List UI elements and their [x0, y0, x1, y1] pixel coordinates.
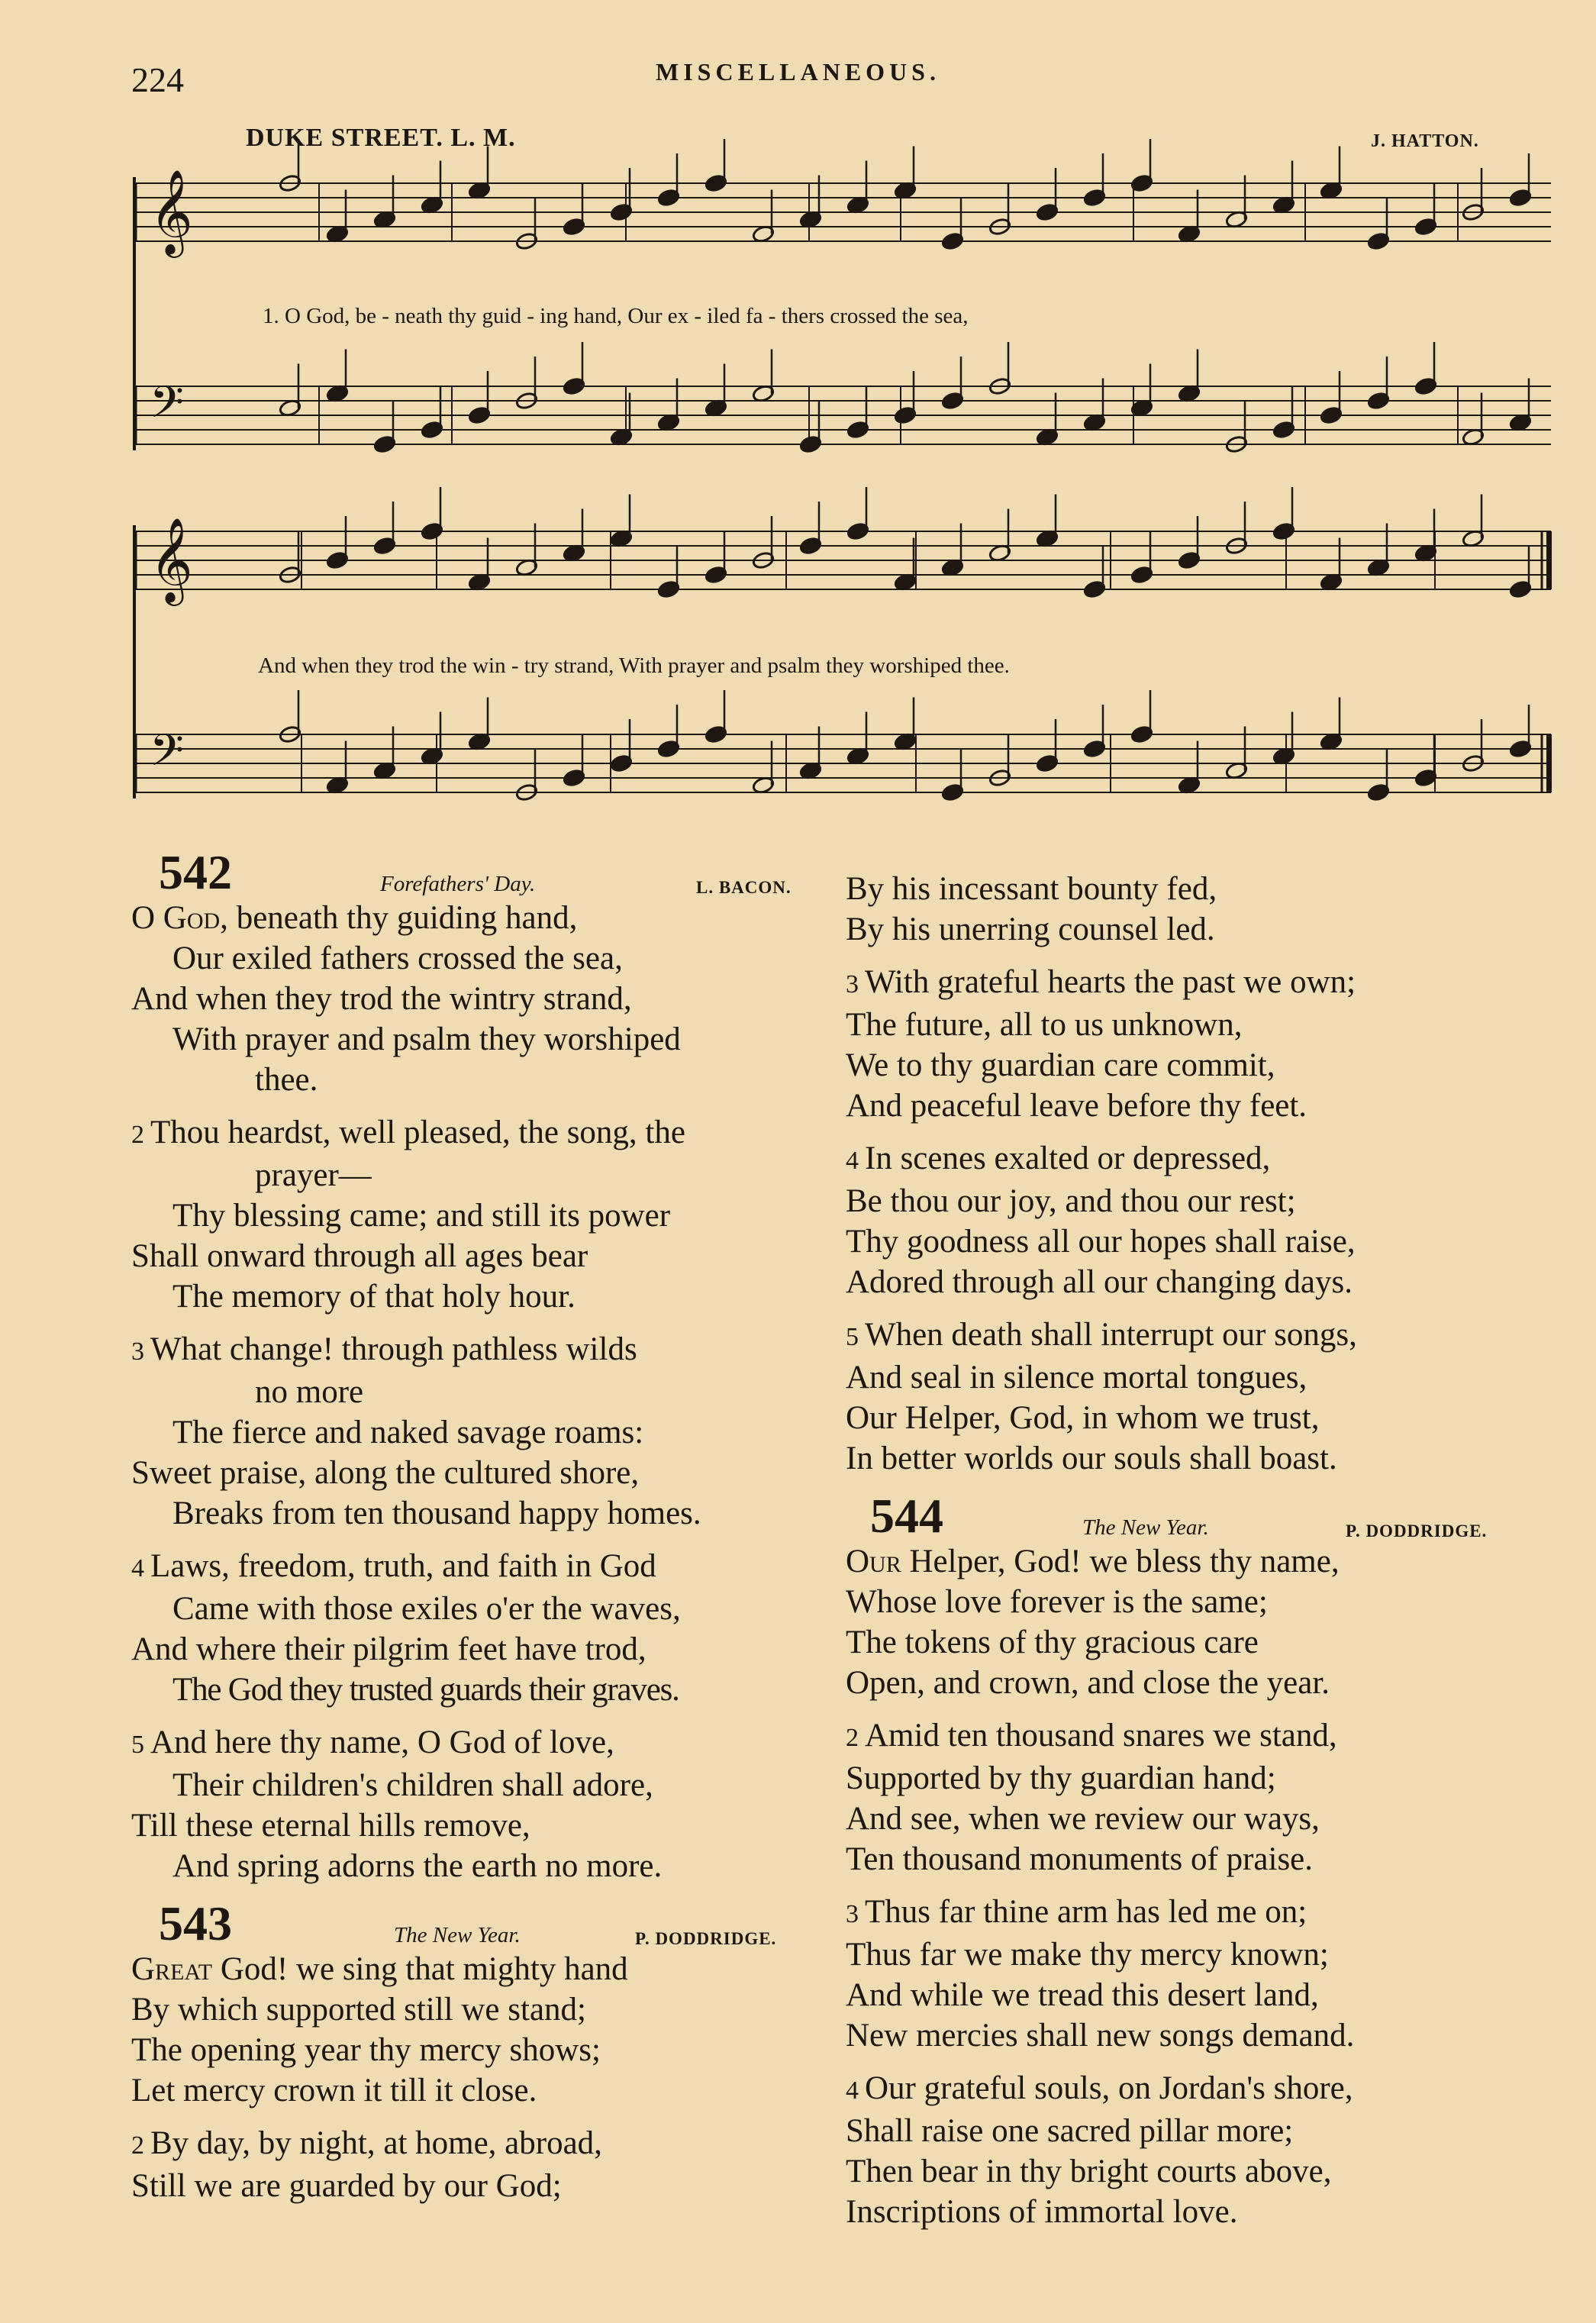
verse-line: The God they trusted guards their graves. — [172, 1672, 679, 1708]
verse-line: Shall onward through all ages bear — [131, 1238, 588, 1274]
stanza-number: 2 — [131, 1121, 144, 1149]
verse-line: By his unerring counsel led. — [846, 911, 1215, 947]
verse-line: Thy blessing came; and still its power — [172, 1198, 671, 1234]
verse-line — [131, 1722, 818, 1765]
stanza-number: 3 — [131, 1337, 144, 1366]
hymn-occasion: Forefathers' Day. — [380, 872, 536, 896]
running-head: MISCELLANEOUS. — [656, 58, 940, 85]
stanza-3 — [131, 1329, 818, 1534]
verse-line — [131, 1546, 818, 1589]
verse-line: New mercies shall new songs demand. — [846, 2018, 1355, 2054]
verse-line — [131, 1112, 818, 1155]
stanza-2 — [131, 1112, 818, 1317]
verse-line: Supported by thy guardian hand; — [846, 1760, 1276, 1796]
verse-line: We to thy guardian care commit, — [846, 1047, 1275, 1083]
verse-line: And when they trod the wintry strand, — [131, 981, 632, 1017]
verse-line — [846, 2068, 1540, 2111]
stanza-2 — [131, 2123, 818, 2206]
stanza-1 — [131, 898, 818, 1100]
verse-line — [131, 1329, 818, 1372]
lyric-line-2: And when they trod the win - try strand, With prayer and psalm they worshiped thee. — [258, 653, 1010, 678]
verse-text: In scenes exalted or depressed, — [865, 1141, 1271, 1176]
bass-clef-icon: 𝄢 — [150, 724, 185, 787]
verse-line: Adored through all our changing days. — [846, 1264, 1353, 1300]
verse-line: Be thou our joy, and thou our rest; — [846, 1183, 1296, 1219]
stanza-number: 2 — [846, 1724, 859, 1752]
stanza-1 — [846, 1541, 1540, 1703]
stanza-lead-word: Our — [846, 1544, 901, 1579]
stanza-lead-word: O God, — [131, 900, 228, 936]
stanza-number: 5 — [846, 1323, 859, 1351]
verse-line: The tokens of thy gracious care — [846, 1624, 1259, 1660]
stanza-number: 4 — [846, 1147, 859, 1175]
hymn-header — [131, 1896, 818, 1950]
stanza-4 — [846, 2068, 1540, 2232]
hymn-author: P. DODDRIDGE. — [1346, 1521, 1488, 1541]
hymn-number: 544 — [870, 1489, 943, 1543]
verse-line: Thy goodness all our hopes shall raise, — [846, 1224, 1356, 1260]
bass-clef-icon: 𝄢 — [150, 376, 185, 439]
verse-line — [131, 2123, 818, 2166]
stanza-lead-word: Great — [131, 1951, 213, 1987]
verse-line: In better worlds our souls shall boast. — [846, 1441, 1337, 1476]
verse-line: And where their pilgrim feet have trod, — [131, 1631, 646, 1667]
verse-line — [846, 1892, 1540, 1934]
verse-text: With grateful hearts the past we own; — [865, 964, 1356, 1000]
verse-text: Our grateful souls, on Jordan's shore, — [865, 2070, 1353, 2106]
treble-clef-icon: 𝄞 — [150, 169, 193, 254]
stanza-2-cont — [846, 869, 1540, 950]
verse-line: With prayer and psalm they worshiped — [172, 1021, 681, 1057]
stanza-5 — [846, 1315, 1540, 1479]
hymn-543-continued — [846, 869, 1540, 1479]
verse-line: Let mercy crown it till it close. — [131, 2073, 537, 2108]
hymn-header — [846, 1491, 1540, 1541]
hymn-543 — [131, 1896, 818, 2206]
verse-line — [846, 1715, 1540, 1758]
verse-text: Laws, freedom, truth, and faith in God — [150, 1548, 656, 1584]
verse-line: Till these eternal hills remove, — [131, 1808, 530, 1844]
verse-text: God! we sing that mighty hand — [220, 1951, 628, 1987]
verse-line: By which supported still we stand; — [131, 1992, 586, 2028]
verse-line — [846, 1138, 1540, 1181]
stanza-number: 4 — [846, 2076, 859, 2105]
verse-line: The memory of that holy hour. — [172, 1279, 576, 1315]
hymn-number: 542 — [159, 845, 232, 899]
lyric-line-1: 1. O God, be - neath thy guid - ing hand, Our ex - iled fa - thers crossed the sea, — [263, 304, 969, 328]
verse-line: And see, when we review our ways, — [846, 1801, 1320, 1837]
music-score — [0, 0, 1596, 840]
verse-line: Inscriptions of immortal love. — [846, 2194, 1238, 2230]
verse-text: And here thy name, O God of love, — [150, 1725, 614, 1760]
verse-line: The fierce and naked savage roams: — [172, 1415, 644, 1450]
verse-line: The future, all to us unknown, — [846, 1007, 1243, 1043]
verse-text: beneath thy guiding hand, — [236, 900, 578, 936]
verse-line — [846, 962, 1540, 1005]
hymn-header — [131, 847, 818, 898]
stanza-number: 2 — [131, 2131, 144, 2160]
verse-line: Shall raise one sacred pillar more; — [846, 2113, 1294, 2149]
stanza-1 — [131, 1949, 818, 2111]
final-bar-thick — [1546, 531, 1552, 589]
stanza-5 — [131, 1722, 818, 1886]
verse-line: Whose love forever is the same; — [846, 1584, 1268, 1620]
verse-line: And seal in silence mortal tongues, — [846, 1360, 1307, 1395]
verse-line: Open, and crown, and close the year. — [846, 1665, 1330, 1701]
verse-line: And spring adorns the earth no more. — [172, 1848, 663, 1884]
verse-line: And while we tread this desert land, — [846, 1977, 1319, 2013]
stanza-number: 3 — [846, 970, 859, 999]
hymn-542 — [131, 847, 818, 1886]
hymn-occasion: The New Year. — [394, 1923, 521, 1947]
stanza-3 — [846, 962, 1540, 1126]
stanza-number: 5 — [131, 1731, 144, 1759]
verse-line: Ten thousand monuments of praise. — [846, 1841, 1314, 1877]
verse-text: Thus far thine arm has led me on; — [865, 1894, 1307, 1930]
stanza-3 — [846, 1892, 1540, 2056]
treble-clef-icon: 𝄞 — [150, 517, 193, 602]
stanza-number: 3 — [846, 1900, 859, 1928]
page-number: 224 — [131, 60, 184, 99]
stanza-4 — [131, 1546, 818, 1710]
right-column — [846, 869, 1540, 2244]
final-bar-thick — [1546, 734, 1552, 792]
verse-text: When death shall interrupt our songs, — [865, 1317, 1357, 1353]
verse-line: no more — [255, 1374, 364, 1410]
verse-line: Their children's children shall adore, — [172, 1767, 653, 1803]
left-column — [131, 847, 818, 2218]
verse-line: Our Helper, God, in whom we trust, — [846, 1400, 1320, 1436]
verse-line: Sweet praise, along the cultured shore, — [131, 1455, 640, 1491]
stanza-2 — [846, 1715, 1540, 1879]
verse-line: Breaks from ten thousand happy homes. — [172, 1495, 701, 1531]
stanza-number: 4 — [131, 1554, 144, 1583]
verse-line: The opening year thy mercy shows; — [131, 2032, 601, 2068]
verse-line: Then bear in thy bright courts above, — [846, 2154, 1332, 2189]
verse-line: Our exiled fathers crossed the sea, — [172, 940, 623, 976]
hymn-author: P. DODDRIDGE. — [635, 1929, 777, 1948]
verse-line: Came with those exiles o'er the waves, — [172, 1591, 681, 1627]
hymn-author: L. BACON. — [696, 878, 792, 897]
verse-line: Thus far we make thy mercy known; — [846, 1937, 1329, 1973]
tune-name: DUKE STREET. L. M. — [246, 124, 516, 152]
verse-line: Still we are guarded by our God; — [131, 2168, 562, 2204]
verse-text: By day, by night, at home, abroad, — [150, 2125, 602, 2161]
verse-line: prayer— — [255, 1157, 372, 1193]
verse-line: By his incessant bounty fed, — [846, 871, 1217, 907]
hymn-number: 543 — [159, 1896, 232, 1950]
verse-text: Amid ten thousand snares we stand, — [865, 1718, 1337, 1754]
verse-line: thee. — [255, 1062, 318, 1098]
tune-composer: J. HATTON. — [1371, 131, 1479, 151]
hymn-occasion: The New Year. — [1082, 1515, 1209, 1540]
stanza-4 — [846, 1138, 1540, 1302]
verse-text: Helper, God! we bless thy name, — [909, 1544, 1340, 1579]
verse-line: And peaceful leave before thy feet. — [846, 1088, 1307, 1124]
verse-text: Thou heardst, well pleased, the song, the — [150, 1115, 685, 1150]
verse-text: What change! through pathless wilds — [150, 1331, 637, 1367]
hymn-544 — [846, 1491, 1540, 2232]
verse-line — [846, 1315, 1540, 1357]
